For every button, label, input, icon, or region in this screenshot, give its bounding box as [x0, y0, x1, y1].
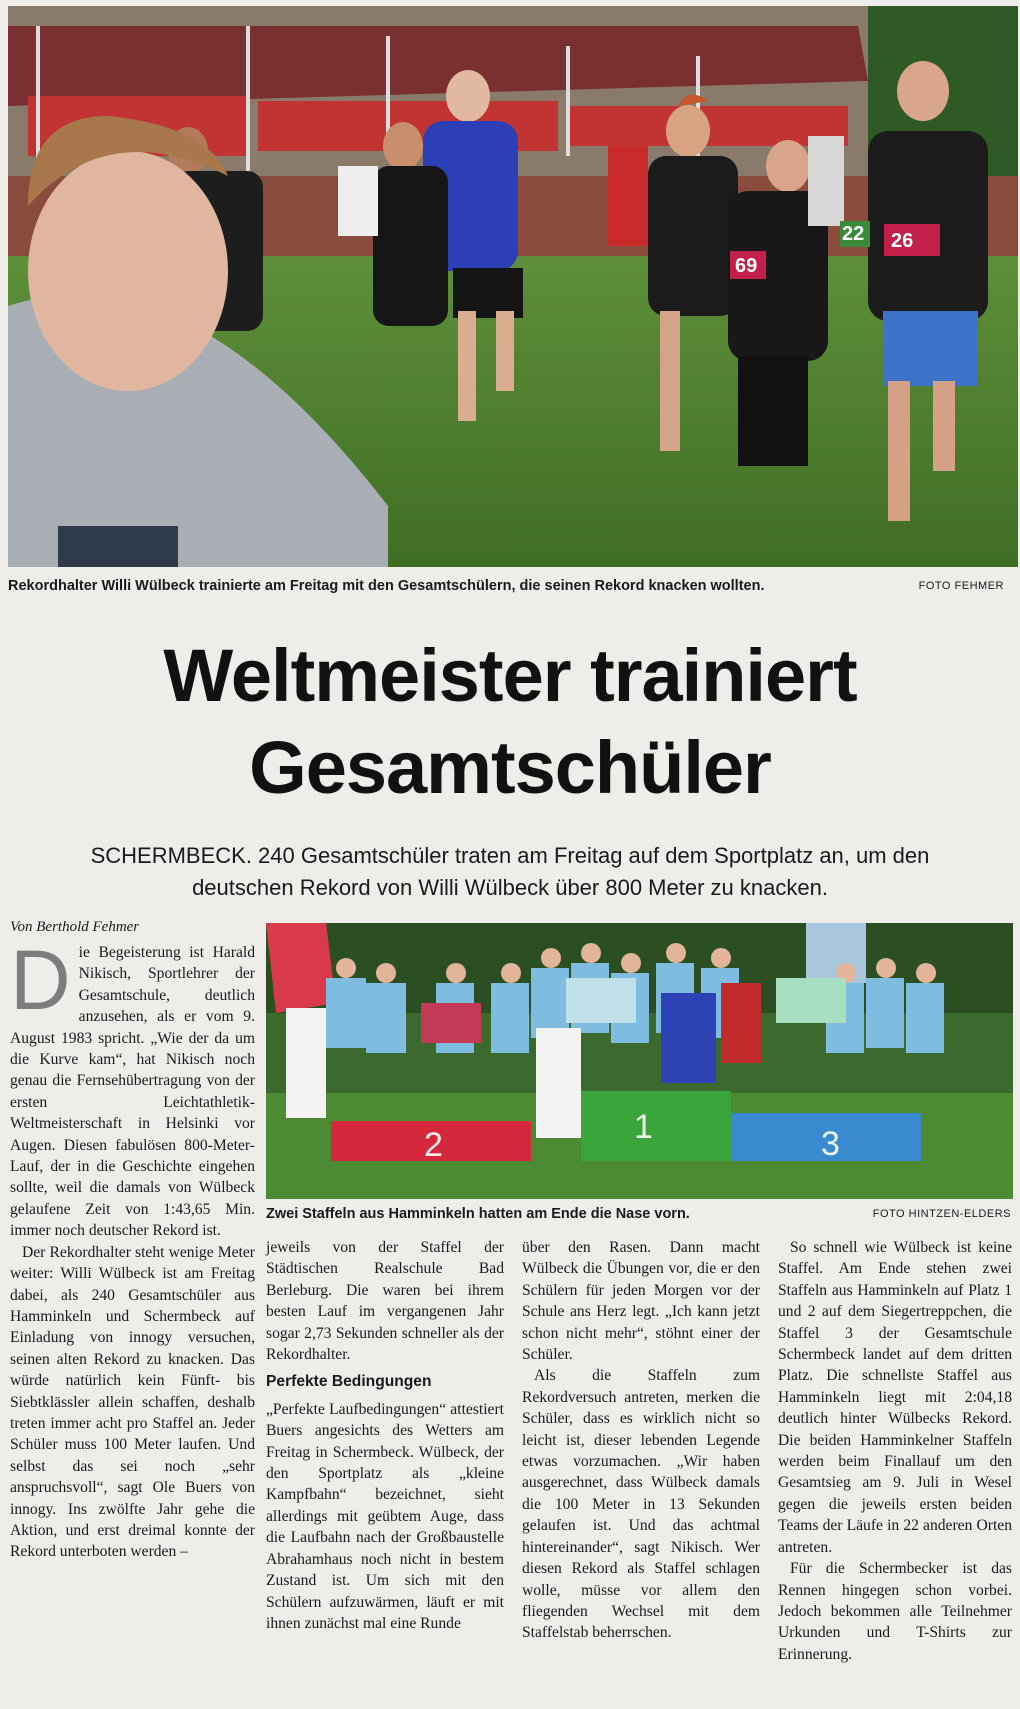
podium-place-2: 2: [424, 1126, 443, 1164]
podium-photo: [266, 923, 1013, 1199]
top-photo-caption: [8, 578, 1008, 602]
col2-paragraph-1: jeweils von der Staffel der Städtischen Realschule Bad Berleburg. Die waren bei ihrem besten Lauf im vergangenen Jahr sogar 2,73 Sekunden schneller als der Rekordhalter.: [266, 1239, 504, 1364]
article-column-2: [266, 1237, 504, 1634]
teaser-line-1: SCHERMBECK. 240 Gesamtschüler traten am Freitag auf dem Sportplatz an, um den: [90, 843, 930, 868]
top-caption-text: Rekordhalter Willi Wülbeck trainierte am Freitag mit den Gesamtschülern, die seinen Rekord knacken wollten.: [8, 578, 765, 594]
byline: Von Berthold Fehmer: [10, 919, 140, 935]
teaser: [30, 840, 990, 904]
col3-paragraph-2: Als die Staffeln zum Rekordversuch antreten, merken die Schüler, dass es wirklich nicht so leicht ist, dieser lebenden Legende etwas vorzumachen. „Wir haben ausgerechnet, dass Wülbeck damals die 100 Meter in 13 Sekunden gelaufen ist. Und das achtmal hintereinander“, sagt Nikisch. Wer diesen Rekord als Staffel schlagen wolle, müsse vor allem den fliegenden Wechsel mit dem Staffelstab beherrschen.: [522, 1367, 760, 1642]
paragraph-1: [10, 933, 255, 1242]
article-column-3: [522, 1237, 760, 1644]
mid-photo-credit: FOTO HINTZEN-ELDERS: [872, 1208, 1011, 1220]
paragraph-1-text: ie Begeisterung ist Harald Nikisch, Sportlehrer der Gesamtschule, deutlich anzusehen, als er vom 9. August 1983 spricht. „Wie der da um die Kurve kam“, hat Nikisch noch genau die Fernsehübertragung von der ersten Leichtathletik-Weltmeisterschaft in Helsinki vor Augen. Diesen fabulösen 800-Meter-Lauf, der in die Geschichte eingehen sollte, weil die damals von Wülbeck gelaufene Zeit von 1:43,65 Min. immer noch deutscher Rekord ist.: [10, 944, 255, 1240]
article-column-4: [778, 1237, 1012, 1665]
col2-paragraph-2: „Perfekte Laufbedingungen“ attestiert Buers angesichts des Wetters am Freitag in Schermbeck. Wülbeck, der den Sportplatz als „kleine Kampfbahn“ bezeichnet, sieht allerdings mit geübtem Auge, dass die Laufbahn nach der Großbaustelle Abrahamhaus noch nicht in bestem Zustand ist. Um sich mit den Schülern aufzuwärmen, läuft er mit ihnen zunächst mal eine Runde: [266, 1400, 504, 1632]
top-photo: [8, 6, 1018, 567]
subheading: Perfekte Bedingungen: [266, 1373, 432, 1391]
bib-26: 26: [891, 230, 914, 252]
drop-cap: D: [10, 933, 71, 1027]
podium-photo-caption: [266, 1206, 1011, 1228]
podium-place-3: 3: [821, 1125, 840, 1163]
headline: [0, 630, 1020, 814]
headline-line-2: Gesamtschüler: [249, 726, 771, 809]
article-column-1: [10, 933, 255, 1563]
podium-place-1: 1: [634, 1108, 653, 1146]
teaser-line-2: deutschen Rekord von Willi Wülbeck über 800 Meter zu knacken.: [192, 875, 828, 900]
headline-line-1: Weltmeister trainiert: [163, 634, 857, 717]
paragraph-2: Der Rekordhalter steht wenige Meter weiter: Willi Wülbeck ist am Freitag dabei, als 240 Gesamtschüler aus Hamminkeln und Schermbeck auf Einladung von innogy versuchen, seinen alten Rekord zu knacken. Das würde natürlich kein Fünft- bis Siebtklässler allein schaffen, deshalb treten immer acht pro Staffel an. Jeder Schüler muss 100 Meter laufen. Und selbst das sei noch „sehr anspruchsvoll“, sagt Ole Buers von innogy. Ins zwölfte Jahr gehe die Aktion, und erst dreimal konnte der Rekord unterboten werden –: [10, 1243, 255, 1561]
bib-69: 69: [735, 255, 758, 277]
col4-paragraph-1: So schnell wie Wülbeck ist keine Staffel. Am Ende stehen zwei Staffeln aus Hamminkeln auf Platz 1 und 2 auf dem Siegertreppchen, die Staffel 3 der Gesamtschule Schermbeck landet auf dem dritten Platz. Die schnellste Staffel aus Hamminkeln liegt mit 2:04,18 deutlich hinter Wülbecks Rekord. Die beiden Hamminkelner Staffeln werden beim Finallauf um den Gesamtsieg am 9. Juli in Wesel gegen die jeweils ersten beiden Teams der Läufe in 22 anderen Orten antreten.: [778, 1239, 1012, 1556]
mid-caption-text: Zwei Staffeln aus Hamminkeln hatten am Ende die Nase vorn.: [266, 1206, 690, 1222]
bib-22: 22: [842, 223, 865, 245]
top-photo-credit: FOTO FEHMER: [918, 580, 1004, 592]
col4-paragraph-2: Für die Schermbecker ist das Rennen hingegen schon vorbei. Jedoch bekommen alle Teilnehmer Urkunden und T-Shirts zur Erinnerung.: [778, 1560, 1012, 1663]
col3-paragraph-1: über den Rasen. Dann macht Wülbeck die Übungen vor, die er den Schülern für jeden Morgen vor der Schule ans Herz legt. „Ich kann jetzt schon nicht mehr“, stöhnt einer der Schüler.: [522, 1239, 760, 1364]
